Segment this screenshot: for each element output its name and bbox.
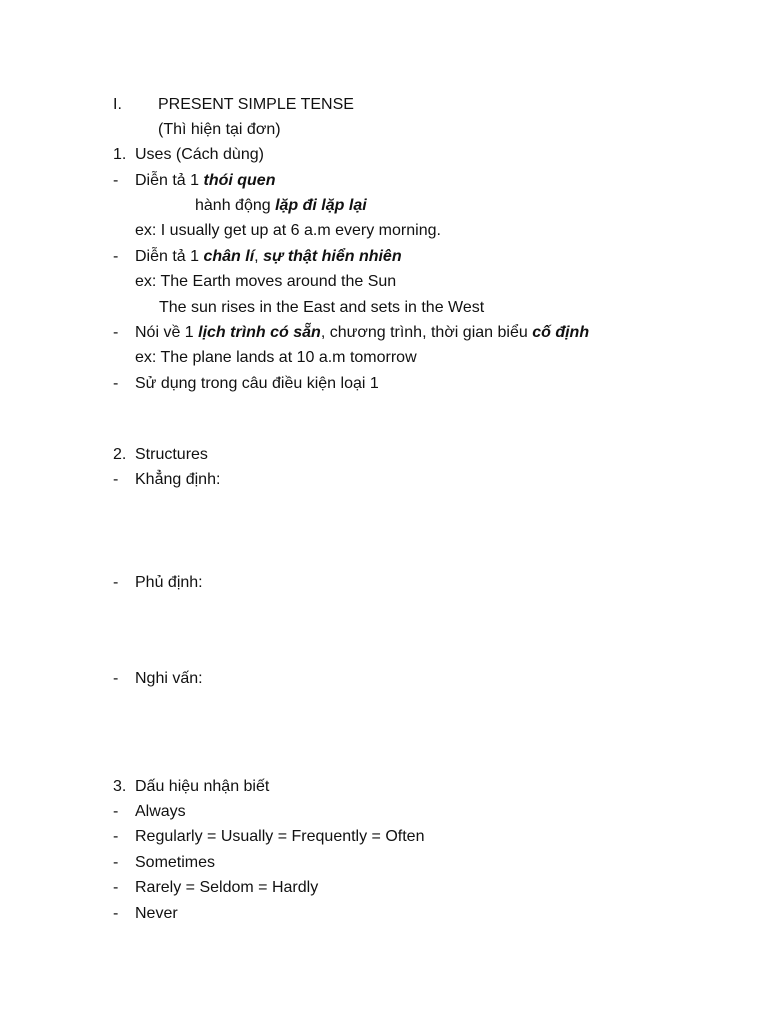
structures-affirmative-bullet: - [113, 471, 119, 488]
heading-numeral: I. [113, 96, 122, 113]
uses-item2-emph1: chân lí [203, 248, 255, 265]
uses-item3-bullet: - [113, 324, 119, 341]
signals-item-always: Always [135, 803, 186, 820]
heading-title: PRESENT SIMPLE TENSE [158, 96, 354, 113]
uses-item3-emph2: cố định [532, 324, 590, 341]
uses-item2-example1: ex: The Earth moves around the Sun [135, 273, 397, 290]
signals-item-bullet: - [113, 854, 119, 871]
structures-interrogative-bullet: - [113, 670, 119, 687]
signals-item-bullet: - [113, 905, 119, 922]
structures-interrogative-label: Nghi vấn: [135, 670, 203, 687]
structures-number: 2. [113, 446, 127, 463]
uses-title: Uses (Cách dùng) [135, 146, 264, 163]
uses-item3-emph1: lịch trình có sẵn [198, 324, 321, 341]
signals-title: Dấu hiệu nhận biết [135, 778, 270, 795]
heading-subtitle: (Thì hiện tại đơn) [158, 121, 281, 138]
uses-item3-line [135, 323, 589, 343]
signals-item-bullet: - [113, 879, 119, 896]
signals-item-regularly: Regularly = Usually = Frequently = Often [135, 828, 425, 845]
uses-item1-emph: thói quen [203, 172, 276, 189]
signals-item-bullet: - [113, 803, 119, 820]
structures-affirmative-label: Khẳng định: [135, 471, 221, 488]
signals-item-sometimes: Sometimes [135, 854, 216, 871]
structures-negative-bullet: - [113, 574, 119, 591]
uses-item2-example2: The sun rises in the East and sets in the West [159, 299, 485, 316]
uses-item2-sep: , [254, 248, 264, 265]
uses-item1-bullet: - [113, 172, 119, 189]
uses-item4-text: Sử dụng trong câu điều kiện loại 1 [135, 375, 379, 392]
signals-item-rarely: Rarely = Seldom = Hardly [135, 879, 319, 896]
uses-item2-line [135, 247, 402, 267]
signals-item-bullet: - [113, 828, 119, 845]
signals-number: 3. [113, 778, 127, 795]
uses-item2-bullet: - [113, 248, 119, 265]
structures-title: Structures [135, 446, 208, 463]
uses-item3-middle: , chương trình, thời gian biểu [320, 324, 533, 341]
uses-item1-line2-prefix: hành động [195, 197, 276, 214]
structures-negative-label: Phủ định: [135, 574, 203, 591]
uses-item3-example: ex: The plane lands at 10 a.m tomorrow [135, 349, 417, 366]
uses-item1-line2 [195, 196, 367, 216]
uses-item4-bullet: - [113, 375, 119, 392]
uses-item1-example: ex: I usually get up at 6 a.m every morning. [135, 222, 441, 239]
uses-item1-line2-emph: lặp đi lặp lại [275, 197, 367, 214]
uses-item2-emph2: sự thật hiển nhiên [263, 248, 402, 265]
uses-item3-prefix: Nói về 1 [135, 324, 199, 341]
signals-item-never: Never [135, 905, 178, 922]
uses-item2-prefix: Diễn tả 1 [135, 248, 204, 265]
uses-item1-prefix: Diễn tả 1 [135, 172, 204, 189]
uses-number: 1. [113, 146, 127, 163]
uses-item1-line [135, 171, 275, 191]
